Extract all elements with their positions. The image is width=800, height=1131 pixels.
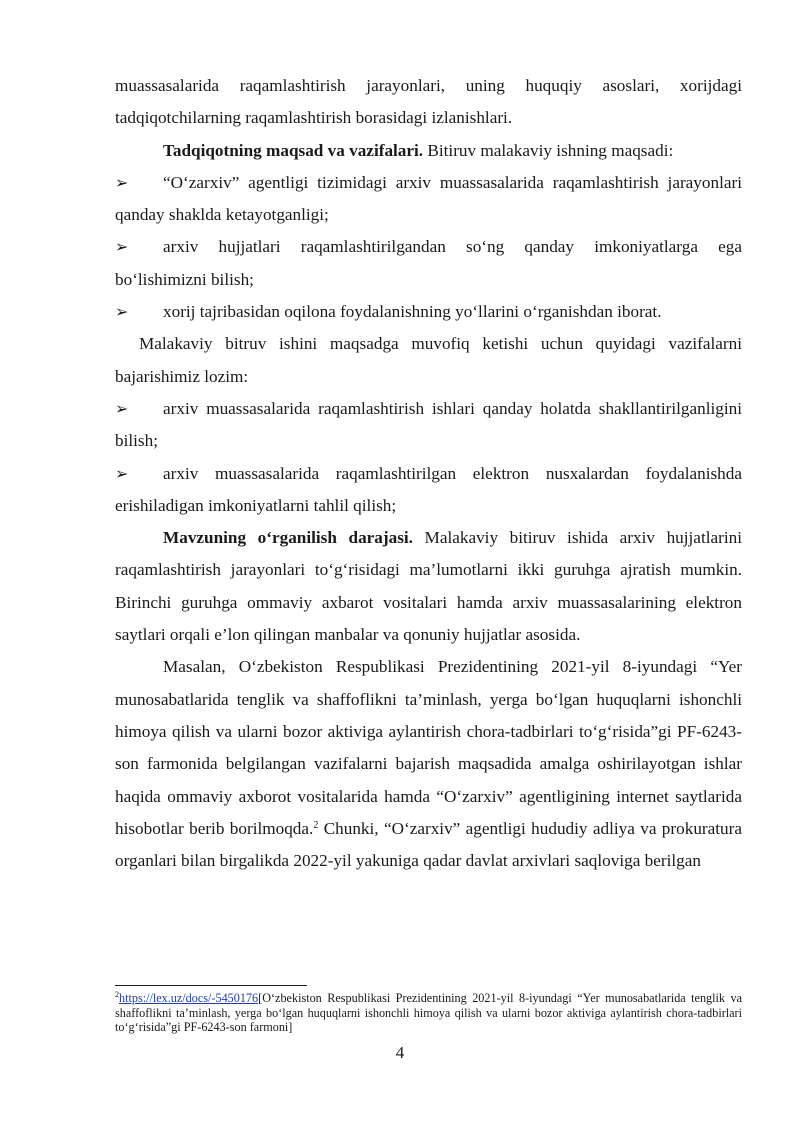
- bullet-text-4: arxiv muassasalarida raqamlashtirish ishlari qanday holatda shakllantirilganligini bilish;: [115, 398, 742, 451]
- list-item: [115, 393, 742, 458]
- bullet-text-5: arxiv muassasalarida raqamlashtirilgan elektron nusxalardan foydalanishda erishiladigan imkoniyatlarni tahlil qilish;: [115, 463, 742, 515]
- bullet-text-1: “O‘zarxiv” agentligi tizimidagi arxiv muassasalarida raqamlashtirish jarayonlari qanday shaklda ketayotganligi;: [115, 172, 742, 225]
- page-number: 4: [395, 1043, 405, 1062]
- paragraph-goals: [115, 135, 742, 167]
- goals-text: Bitiruv malakaviy ishning maqsadi:: [423, 140, 674, 160]
- heading-goals: Tadqiqotning maqsad va vazifalari.: [163, 140, 424, 160]
- arrow-bullet-icon: ➢: [115, 237, 129, 257]
- study-level-text: Malakaviy bitiruv ishida arxiv hujjatlarini raqamlashtirish jarayonlari to‘g‘risidagi ma’lumotlarni ikki guruhga ajratish mumkin. Birinchi guruhga ommaviy axbarot vositalari hamda arxiv muassasalarining elektron saytlari orqali e’lon qilingan manbalar va qonuniy hujjatlar asosida.: [115, 528, 742, 645]
- arrow-bullet-icon: ➢: [115, 302, 129, 322]
- footnote-link[interactable]: https://lex.uz/docs/-5450176: [119, 991, 259, 1005]
- arrow-bullet-icon: ➢: [115, 172, 129, 192]
- footnote-ref[interactable]: 2: [313, 819, 319, 831]
- page-body: [115, 70, 742, 877]
- footnote-divider: [115, 985, 307, 986]
- example-text: Masalan, O‘zbekiston Respublikasi Prezidentining 2021-yil 8-iyundagi “Yer munosabatlarida tenglik va shaffoflikni ta’minlash, yerga bo‘lgan huquqlarni ishonchli himoya qilish va ularni bozor aktiviga aylantirish chora-tadbirlari to‘g‘risida”gi PF-6243-son farmonida belgilangan vazifalarni bajarish maqsadida amalga oshirilayotgan ishlar haqida ommaviy axborot vositalarida hamda “O‘zarxiv” agentligining internet saytlarida hisobotlar berib borilmoqda.: [115, 657, 742, 838]
- paragraph-study-level: [115, 522, 742, 651]
- paragraph-example: [115, 651, 742, 877]
- paragraph-intro: muassasalarida raqamlashtirish jarayonlari, uning huquqiy asoslari, xorijdagi tadqiqotchilarning raqamlashtirish borasidagi izlanishlari.: [115, 76, 742, 128]
- bullet-text-2: arxiv hujjatlari raqamlashtirilgandan so‘ng qanday imkoniyatlarga ega bo‘lishimizni bilish;: [115, 237, 742, 289]
- footnote: [115, 991, 742, 1035]
- list-item: [115, 167, 742, 232]
- example-tail: Chunki, “O‘zarxiv” agentligi hududiy adliya va prokuratura organlari bilan birgalikda 2022-yil yakuniga qadar davlat arxivlari saqloviga berilgan: [115, 818, 742, 871]
- heading-study-level: Mavzuning o‘rganilish darajasi.: [163, 528, 413, 548]
- list-item: [115, 231, 742, 296]
- footnote-text: [O‘zbekiston Respublikasi Prezidentining 2021-yil 8-iyundagi “Yer munosabatlarida tenglik va shaffoflikni ta’minlash, yerga bo‘lgan huquqlarni ishonchli himoya qilish va ularni bozor aktiviga aylantirish chora-tadbirlari to‘g‘risida”gi PF-6243-son farmoni]: [115, 991, 742, 1035]
- paragraph-tasks: Malakaviy bitruv ishini maqsadga muvofiq ketishi uchun quyidagi vazifalarni bajarishimiz lozim:: [115, 334, 742, 386]
- list-item: [115, 296, 742, 328]
- list-item: [115, 458, 742, 523]
- arrow-bullet-icon: ➢: [115, 463, 129, 483]
- footnote-number: 2: [115, 990, 119, 999]
- arrow-bullet-icon: ➢: [115, 398, 129, 418]
- bullet-text-3: xorij tajribasidan oqilona foydalanishning yo‘llarini o‘rganishdan iborat.: [163, 302, 662, 322]
